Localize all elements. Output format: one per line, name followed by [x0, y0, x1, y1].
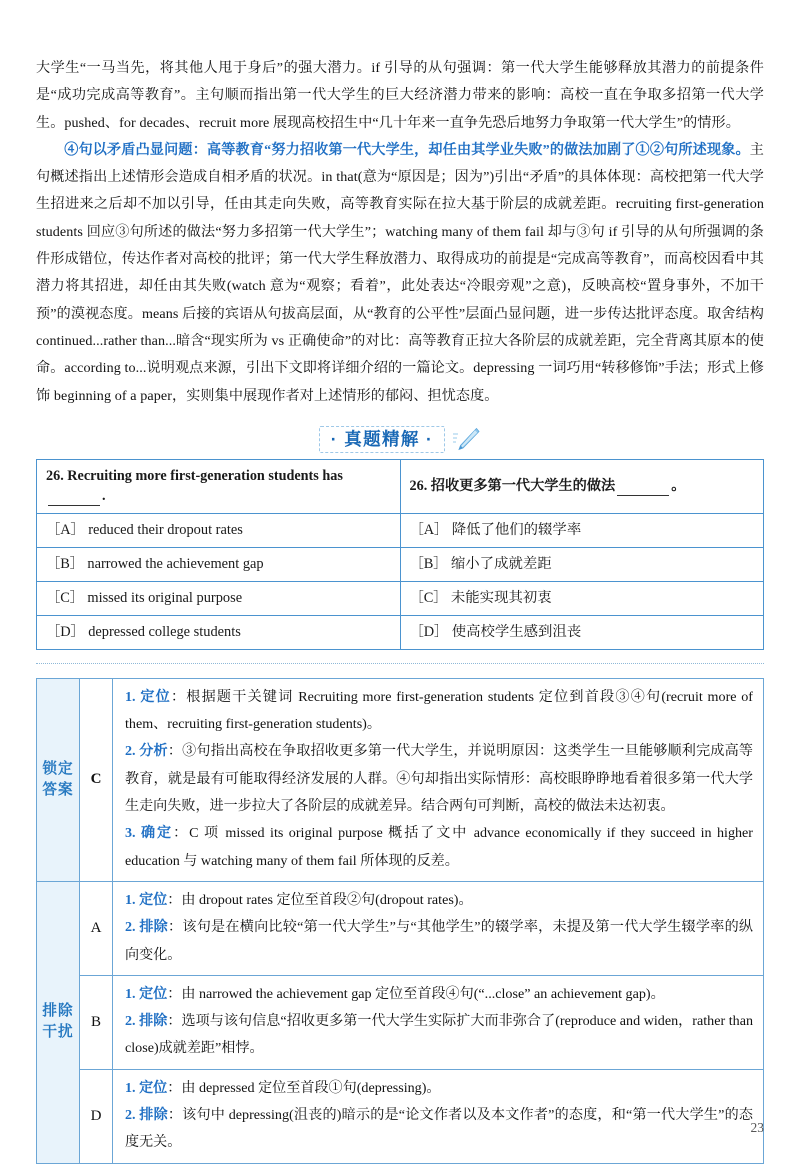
step-b-2-text: ：选项与该句信息“招收更多第一代大学生实际扩大而非弥合了(reproduce and widen，rather than close)成就差距”相悖。 [125, 1013, 753, 1057]
question-stem-en-suffix: . [102, 487, 106, 504]
option-c-en-text: missed its original purpose [87, 589, 243, 606]
step-c-1-text: ：根据题干关键词 Recruiting more first-generation students 定位到首段③④句(recruit more of them、recruiting first-generation students)。 [125, 688, 754, 733]
step-c-2 [125, 738, 753, 820]
table-row [37, 547, 764, 581]
option-b-en[interactable] [37, 547, 401, 581]
step-d-1 [125, 1075, 753, 1102]
category-exclude-line1: 排除 [42, 1003, 74, 1020]
step-b-1-text: ：由 narrowed the achievement gap 定位至首段④句(“...close” an achievement gap)。 [167, 985, 665, 1002]
step-c-3-label: 3. 确定 [125, 825, 174, 842]
step-a-1-text: ：由 dropout rates 定位至首段②句(dropout rates)。 [167, 891, 473, 908]
distractor-letter-a: A [80, 881, 113, 975]
category-lock-answer-line1: 锁定 [42, 760, 74, 777]
step-a-2-label: 2. 排除 [125, 919, 169, 936]
option-c-tag: ［C］ [46, 589, 84, 606]
question-stem-cn-text: 26. 招收更多第一代大学生的做法 [409, 477, 616, 494]
page-number: 23 [750, 1120, 764, 1135]
step-d-2-label: 2. 排除 [125, 1107, 168, 1124]
answer-blank-en [48, 494, 100, 506]
step-d-1-text: ：由 depressed 定位至首段①句(depressing)。 [167, 1079, 441, 1096]
option-b-tag: ［B］ [46, 555, 84, 572]
category-lock-answer [37, 678, 80, 881]
option-b-cn[interactable] [400, 547, 764, 581]
section-banner [36, 423, 764, 457]
explanation-table [36, 678, 764, 1164]
option-b-en-text: narrowed the achievement gap [87, 555, 264, 572]
option-c-cn-text: 未能实现其初衷 [450, 589, 552, 606]
table-row-answer-c [37, 678, 764, 881]
category-exclude-line2: 干扰 [42, 1024, 74, 1041]
step-b-2 [125, 1008, 753, 1063]
table-row-distractor-b [37, 975, 764, 1069]
step-a-2 [125, 914, 753, 969]
table-row [37, 615, 764, 649]
option-b-cn-text: 缩小了成就差距 [450, 555, 552, 572]
question-stem-en-text: 26. Recruiting more first-generation students has [46, 467, 343, 484]
table-row [37, 513, 764, 547]
option-a-cn[interactable] [400, 513, 764, 547]
prose-highlight: ④句以矛盾凸显问题：高等教育“努力招收第一代大学生，却任由其学业失败”的做法加剧了①②句所述现象。 [64, 141, 750, 158]
option-d-en[interactable] [37, 615, 401, 649]
option-d-tag: ［D］ [46, 623, 85, 640]
step-c-2-label: 2. 分析 [125, 743, 168, 760]
option-a-tag-cn: ［A］ [409, 521, 449, 538]
step-b-1 [125, 981, 753, 1008]
explanation-body-d [113, 1069, 764, 1163]
question-options-table [36, 459, 764, 650]
question-stem-en [37, 459, 401, 513]
distractor-letter-d: D [80, 1069, 113, 1163]
step-d-1-label: 1. 定位 [125, 1079, 168, 1096]
answer-letter-c: C [80, 678, 113, 881]
step-c-3 [125, 820, 753, 875]
prose-paragraph-2-rest: 主句概述指出上述情形会造成自相矛盾的状况。in that(意为“原因是；因为”)引出“矛盾”的具体体现：高校把第一代大学生招进来之后却不加以引导，任由其走向失败，高等教育实际在拉大基于阶层的成就差距。recruiting first-generation students 回应③句所述的做法“努力多招第一代大学生”；watching many of them fail 却与③句 if 引导的从句所强调的条件形成错位，传达作者对高校的批评；第一代大学生释放潜力、取得成功的前提是“完成高等教育”，而高校因看中其潜力将其招进，却任由其失败(watch 意为“观察；看着”，此处表达“冷眼旁观”之意)，反映高校“置身事外，不加干预”的漠视态度。means 后接的宾语从句拔高层面，从“教育的公平性”层面凸显问题，进一步传达批评态度。取舍结构 continued...rather than...暗含“现实所为 vs 正确使命”的对比：高等教育正拉大各阶层的成就差距，完全背离其原本的使命。according to...说明观点来源，引出下文即将详细介绍的一篇论文。depressing 一词巧用“转移修饰”手法；形式上修饰 beginning of a paper，实则集中展现作者对上述情形的郁闷、担忧态度。 [36, 141, 764, 404]
question-stem-cn-suffix: 。 [671, 477, 686, 494]
option-d-cn[interactable] [400, 615, 764, 649]
category-exclude-distractors [37, 881, 80, 1163]
step-a-2-text: ：该句是在横向比较“第一代大学生”与“其他学生”的辍学率，未提及第一代大学生辍学率的纵向变化。 [125, 919, 754, 963]
step-a-1 [125, 887, 753, 914]
option-c-tag-cn: ［C］ [409, 589, 448, 606]
option-d-cn-text: 使高校学生感到沮丧 [451, 623, 582, 640]
option-d-en-text: depressed college students [88, 623, 241, 640]
pen-icon [451, 426, 481, 454]
answer-blank-cn [617, 484, 669, 496]
option-b-tag-cn: ［B］ [409, 555, 448, 572]
table-row [37, 581, 764, 615]
step-c-3-text: ：C 项 missed its original purpose 概括了文中 advance economically if they succeed in higher education 与 watching many of them fail 所体现的反差。 [125, 825, 754, 869]
option-a-tag: ［A］ [46, 521, 85, 538]
table-row-stem [37, 459, 764, 513]
step-c-1-label: 1. 定位 [125, 688, 171, 705]
section-banner-title: · 真题精解 · [319, 426, 446, 453]
step-b-1-label: 1. 定位 [125, 985, 168, 1002]
dotted-divider [36, 663, 764, 665]
explanation-body-b [113, 975, 764, 1069]
option-d-tag-cn: ［D］ [409, 623, 449, 640]
table-row-distractor-a [37, 881, 764, 975]
step-c-2-text: ：③句指出高校在争取招收更多第一代大学生，并说明原因：这类学生一旦能够顺利完成高等教育，就是最有可能取得经济发展的人群。④句却指出实际情形：高校眼睁睁地看着很多第一代大学生走向失败，进一步拉大了各阶层的成就差异。结合两句可判断，高校的做法未达初衷。 [125, 743, 754, 815]
step-a-1-label: 1. 定位 [125, 891, 168, 908]
prose-paragraph-1: 大学生“一马当先，将其他人甩于身后”的强大潜力。if 引导的从句强调：第一代大学生能够释放其潜力的前提条件是“成功完成高等教育”。主句顺而指出第一代大学生的巨大经济潜力带来的影响：高校一直在争取多招第一代大学生。pushed、for decades、recruit more 展现高校招生中“几十年来一直争先恐后地努力争取第一代大学生”的情形。 [36, 60, 764, 131]
step-d-2 [125, 1102, 753, 1157]
option-a-en-text: reduced their dropout rates [88, 521, 243, 538]
analysis-prose [36, 55, 764, 410]
option-a-cn-text: 降低了他们的辍学率 [451, 521, 582, 538]
explanation-body-a [113, 881, 764, 975]
distractor-letter-b: B [80, 975, 113, 1069]
category-lock-answer-line2: 答案 [42, 781, 74, 798]
prose-paragraph-2 [36, 137, 764, 410]
table-row-distractor-d [37, 1069, 764, 1163]
option-c-en[interactable] [37, 581, 401, 615]
explanation-body-c [113, 678, 764, 881]
option-a-en[interactable] [37, 513, 401, 547]
step-d-2-text: ：该句中 depressing(沮丧的)暗示的是“论文作者以及本文作者”的态度，和“第一代大学生”的态度无关。 [125, 1107, 754, 1151]
question-stem-cn [400, 459, 764, 513]
step-c-1 [125, 684, 753, 739]
option-c-cn[interactable] [400, 581, 764, 615]
step-b-2-label: 2. 排除 [125, 1013, 168, 1030]
